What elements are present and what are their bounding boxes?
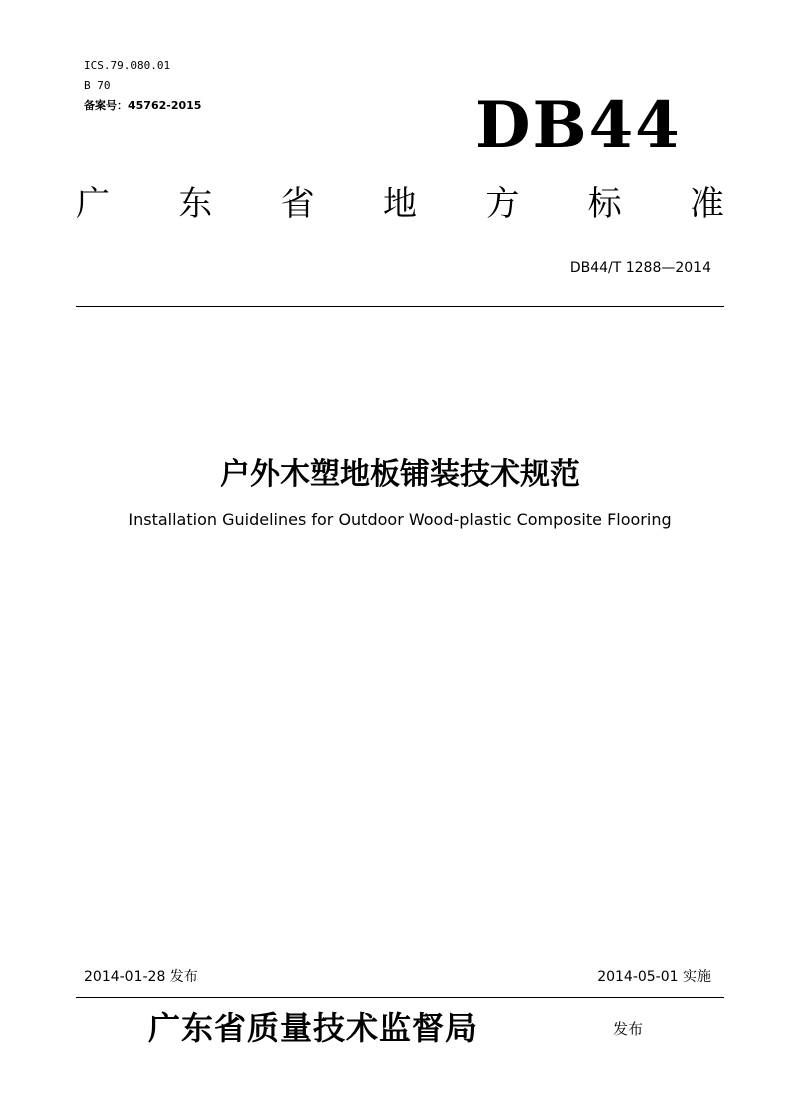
title-chinese: 户外木塑地板铺装技术规范 bbox=[220, 457, 580, 492]
publish-label: 发布 bbox=[613, 1020, 644, 1038]
implementation-date: 2014-05-01 实施 bbox=[597, 969, 711, 985]
clc-code: B 70 bbox=[84, 79, 111, 92]
bottom-divider bbox=[76, 997, 724, 998]
standard-type bbox=[76, 181, 724, 227]
issuing-agency: 广东省质量技术监督局 bbox=[148, 1009, 479, 1047]
standard-number: DB44/T 1288—2014 bbox=[569, 260, 711, 276]
filing-number: 备案号：45762-2015 bbox=[84, 99, 202, 112]
standard-type-char: 省 bbox=[280, 184, 315, 224]
standard-type-char: 东 bbox=[178, 184, 213, 224]
ics-code: ICS.79.080.01 bbox=[84, 59, 171, 72]
standard-type-char: 地 bbox=[382, 184, 417, 224]
issue-date: 2014-01-28 发布 bbox=[84, 969, 198, 985]
standard-type-char: 方 bbox=[485, 184, 520, 224]
top-divider bbox=[76, 306, 724, 307]
standard-type-char: 广 bbox=[76, 184, 110, 224]
standard-type-char: 标 bbox=[587, 184, 622, 224]
standard-type-char: 准 bbox=[689, 184, 724, 224]
standard-logo: DB44 bbox=[475, 88, 682, 163]
title-english: Installation Guidelines for Outdoor Wood-plastic Composite Flooring bbox=[128, 510, 672, 529]
